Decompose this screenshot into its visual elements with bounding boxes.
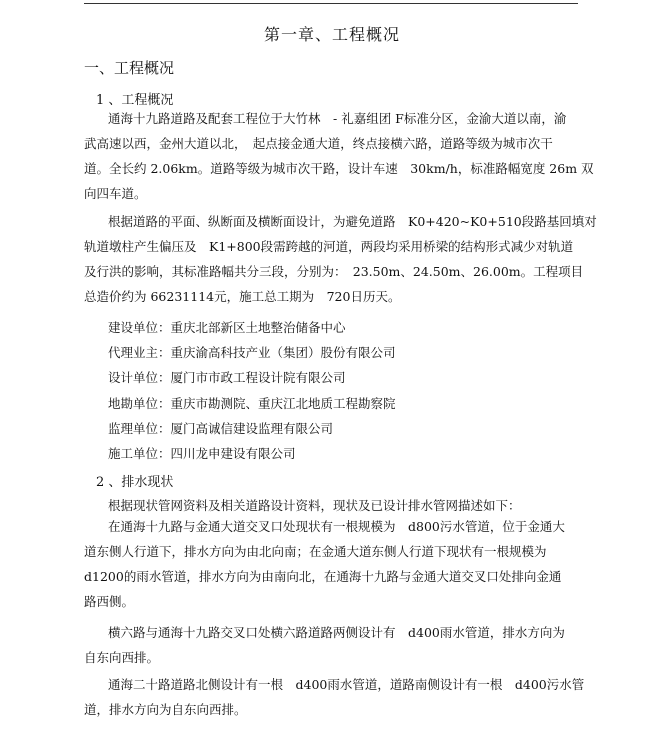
drainage-paragraph-1	[84, 514, 579, 614]
design-line-4: 总造价约为 66231114元，施工总工期为 720日历天。	[84, 289, 401, 304]
unit-builder: 施工单位：四川龙申建设有限公司	[108, 446, 296, 461]
overview-line-2: 武高速以西，金州大道以北， 起点接金通大道，终点接横六路，道路等级为城市次干	[84, 136, 553, 151]
drainage-1-line-4: 路西侧。	[84, 594, 135, 609]
design-line-3: 及行洪的影响，其标准路幅共分三段，分别为： 23.50m、24.50m、26.00m。工程项目	[84, 264, 584, 279]
subsection-heading-overview: 1 、工程概况	[96, 93, 174, 108]
drainage-1-line-2: 道东侧人行道下，排水方向为由北向南；在金通大道东侧人行道下现状有一根规模为	[84, 544, 547, 559]
overview-line-3: 道。全长约 2.06km。道路等级为城市次干路，设计车速 30km/h，标准路幅宽度 26m 双	[84, 161, 594, 176]
drainage-paragraph-3	[84, 672, 585, 722]
drainage-1-line-1: 在通海十九路与金通大道交叉口处现状有一根规模为 d800污水管道，位于金通大	[108, 519, 565, 534]
section-heading-overview: 一、工程概况	[84, 59, 175, 77]
overview-paragraph	[84, 106, 594, 206]
drainage-paragraph-2	[84, 620, 579, 670]
overview-line-4: 向四车道。	[84, 186, 147, 201]
unit-survey: 地勘单位：重庆市勘测院、重庆江北地质工程勘察院	[108, 396, 396, 411]
subsection-heading-drainage: 2 、排水现状	[96, 475, 174, 490]
unit-construction: 建设单位：重庆北部新区土地整治储备中心	[108, 320, 346, 335]
unit-agent-owner: 代理业主：重庆渝高科技产业（集团）股份有限公司	[108, 345, 396, 360]
unit-supervision: 监理单位：厦门高诚信建设监理有限公司	[108, 421, 334, 436]
drainage-intro: 根据现状管网资料及相关道路设计资料，现状及已设计排水管网描述如下：	[108, 498, 521, 513]
design-paragraph	[84, 209, 597, 309]
drainage-1-line-3: d1200的雨水管道，排水方向为由南向北，在通海十九路与金通大道交叉口处排向金通	[84, 569, 562, 584]
top-rule	[84, 3, 578, 4]
design-line-2: 轨道墩柱产生偏压及 K1+800段需跨越的河道，两段均采用桥梁的结构形式减少对轨道	[84, 239, 574, 254]
drainage-3-line-1: 通海二十路道路北侧设计有一根 d400雨水管道，道路南侧设计有一根 d400污水管	[108, 677, 585, 692]
chapter-title: 第一章、工程概况	[263, 25, 400, 44]
drainage-2-line-2: 自东向西排。	[84, 650, 160, 665]
unit-design: 设计单位：厦门市市政工程设计院有限公司	[108, 370, 346, 385]
design-line-1: 根据道路的平面、纵断面及横断面设计，为避免道路 K0+420~K0+510段路基回填对	[108, 214, 597, 229]
drainage-3-line-2: 道，排水方向为自东向西排。	[84, 702, 247, 717]
overview-line-1: 通海十九路道路及配套工程位于大竹林 - 礼嘉组团 F标准分区，金渝大道以南，渝	[108, 111, 567, 126]
drainage-2-line-1: 横六路与通海十九路交叉口处横六路道路两侧设计有 d400雨水管道，排水方向为	[108, 625, 565, 640]
